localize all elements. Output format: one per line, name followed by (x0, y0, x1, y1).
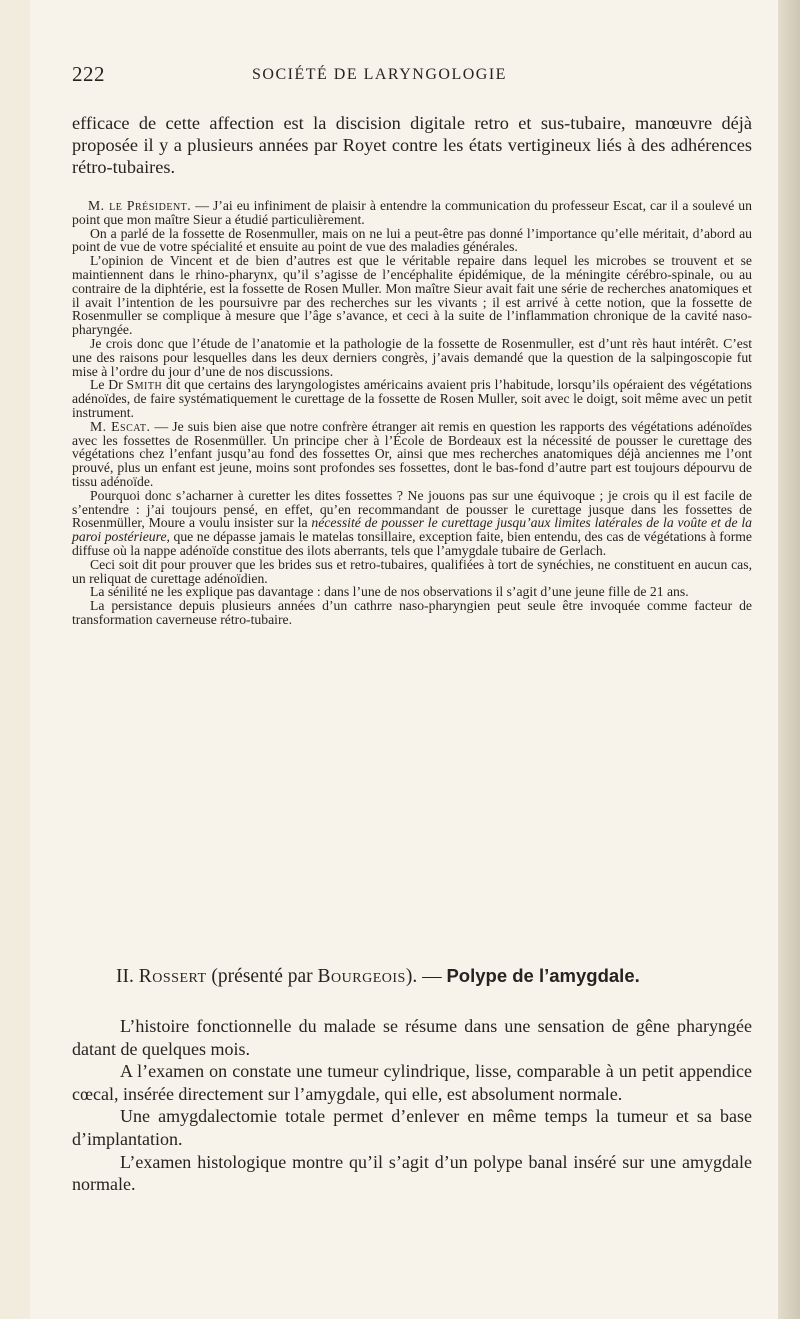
speaker-name: M. Escat. (90, 418, 151, 434)
section-number: II. (116, 966, 134, 987)
section-author: Rossert (138, 966, 207, 987)
discussion-paragraph: Je crois donc que l’étude de l’anatomie et la pathologie de la fossette de Rosenmuller, est d’unt rès haut intérêt. C’est une des raisons pour lesquelles dans les deux derniers congrès, j’avais demandé que la question de la salpingoscopie fut mise à l’ordre du jour d’une de nos discussions. (72, 335, 752, 379)
discussion-paragraph: La persistance depuis plusieurs années d’un cathrre naso-pharyngien peut seule être invoquée comme facteur de transformation caverneuse rétro-tubaire. (72, 598, 752, 627)
report-paragraph: L’histoire fonctionnelle du malade se résume dans une sensation de gêne pharyngée datant de quelques mois. (72, 1016, 752, 1059)
discussion-section (72, 199, 752, 627)
section-presenter: Bourgeois (317, 966, 406, 987)
report-paragraph: A l’examen on constate une tumeur cylindrique, lisse, comparable à un petit appendice cœcal, insérée directement sur l’amygdale, qui elle, est absolument normale. (72, 1061, 752, 1104)
speaker-name: Smith (126, 377, 163, 393)
section-title: Polype de l’amygdale. (446, 965, 640, 986)
lead-paragraph: efficace de cette affection est la discision digitale retro et sus-tubaire, manœuvre déjà proposée il y a plusieurs années par Royet contre les états vertigineux liés à des adhérences rétro-tubaires. (72, 113, 752, 177)
page-number: 222 (72, 62, 105, 86)
discussion-paragraph: M. le Président. — J’ai eu infiniment de plaisir à entendre la communication du professeur Escat, car il a soulevé un point que mon maître Sieur a étudié particulièrement. (72, 198, 752, 227)
report-paragraph: L’examen histologique montre qu’il s’agit d’un polype banal inséré sur une amygdale normale. (72, 1151, 752, 1195)
discussion-paragraph: La sénilité ne les explique pas davantage : dans l’une de nos observations il s’agit d’une jeune fille de 21 ans. (90, 584, 689, 600)
discussion-paragraph: M. Escat. — Je suis bien aise que notre confrère étranger ait remis en question les rapports des végétations adénoïdes avec les fossettes de Rosenmüller. Un principe cher à l’École de Bordeaux est la nécessité de pousser le curettage des végétations chez l’enfant jusqu’au fond des fossettes Or, ainsi que mes recherches anatomiques déjà anciennes me l’ont prouvé, plus un enfant est jeune, moins sont profondes ses fossettes, dont le bas-fond d’autre part est toujours dépourvu de tissu adénoïde. (72, 418, 752, 489)
speaker-name: M. le Président. (88, 198, 192, 213)
section-heading: II. Rossert (présenté par Bourgeois). — Polype de l’amygdale. (116, 965, 640, 987)
discussion-paragraph: Ceci soit dit pour prouver que les brides sus et retro-tubaires, qualifiées à tort de synéchies, ne constituent en aucun cas, un reliquat de curettage adénoïdien. (72, 556, 752, 586)
discussion-paragraph: On a parlé de la fossette de Rosenmuller, mais on ne lui a peut-être pas donné l’importance qu’elle méritait, d’abord au point de vue de votre spécialité et ensuite au point de vue des maladies générales. (72, 225, 752, 255)
italic-emphasis: nécessité de pousser le curettage jusqu’aux limites latérales de la voûte et de la paroi postérieure, (72, 515, 753, 545)
running-head: SOCIÉTÉ DE LARYNGOLOGIE (252, 66, 507, 83)
discussion-paragraph: L’opinion de Vincent et de bien d’autres est que le véritable repaire dans lequel les microbes se trouvent et se maintiennent dans le rhino-pharynx, qu’il s’agisse de l’encéphalite épidémique, de la méningite cérébro-spinale, ou au contraire de la diphtérie, est la fossette de Rosen Muller. Mon maître Sieur avait fait une série de recherches anatomiques et il avait l’intention de les poursuivre par des recherches sur les vivants ; il est arrivé à cette notion, que la fossette de Rosenmuller se complique à mesure que l’âge s’avance, et ceci à la suite de l’inflammation chronique de la cavité naso-pharyngée. (72, 253, 752, 338)
case-report (72, 1015, 752, 1196)
discussion-paragraph: Le Dr Smith dit que certains des laryngologistes américains avaient pris l’habitude, lorsqu’ils opéraient des végétations adénoïdes, de faire systématiquement le curettage de la fossette de Rosen Muller, soit avec le doigt, soit même avec un petit instrument. (72, 377, 752, 420)
page-header (72, 62, 752, 92)
discussion-paragraph: Pourquoi donc s’acharner à curetter les dites fossettes ? Ne jouons pas sur une équivoque ; je crois qu il est facile de s’entendre : j’ai toujours pensé, en effet, qu’en recommandant de pousser le curettage jusque dans les fossettes de Rosenmüller, Moure a voulu insister sur la nécessité de pousser le curettage jusqu’aux limites latérales de la voûte et de la paroi postérieure, que ne dépasse jamais le matelas tonsillaire, exception faite, bien entendu, des cas de végétations à forme diffuse où la nappe adénoïde constitue des ilots aberrants, tels que l’amygdale tubaire de Gerlach. (72, 487, 753, 558)
report-paragraph: Une amygdalectomie totale permet d’enlever en même temps la tumeur et sa base d’implantation. (72, 1106, 752, 1149)
